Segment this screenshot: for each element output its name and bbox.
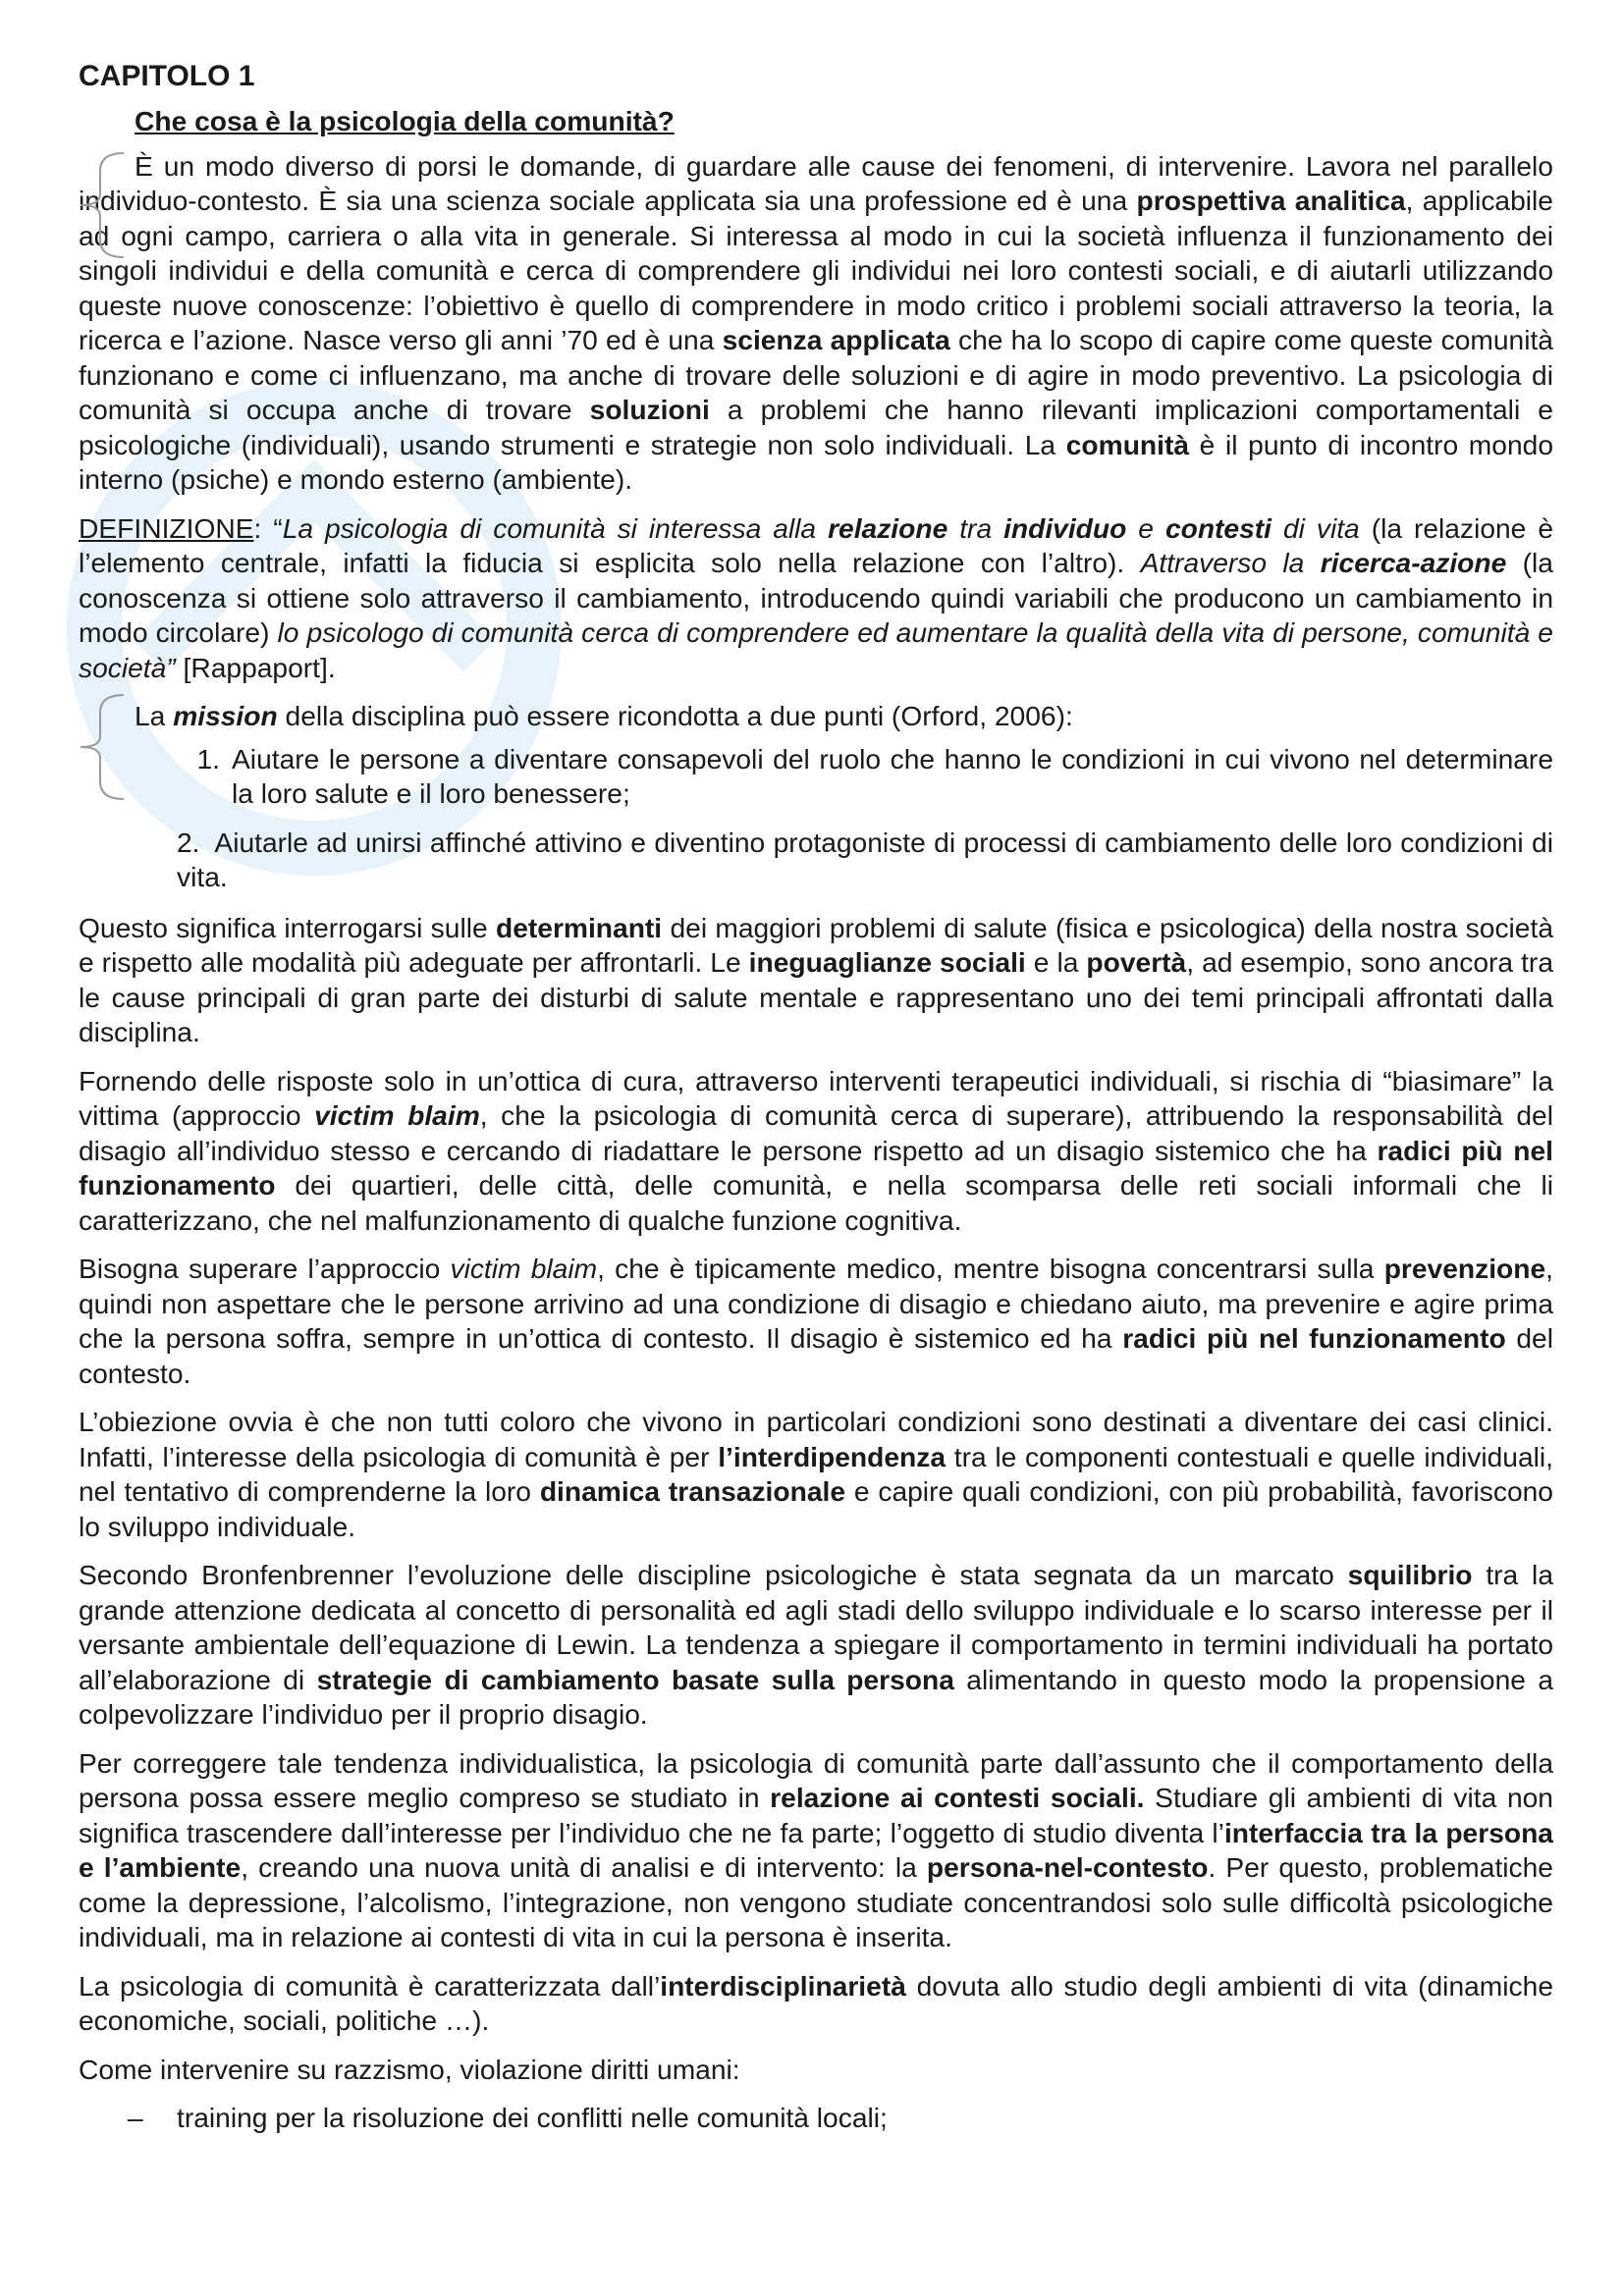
mission-intro	[135, 699, 1553, 734]
text-run: , creando una nuova unità di analisi e di intervento: la	[241, 1851, 927, 1883]
text-run: , ad esempio, sono ancora tra le cause principali di gran parte dei disturbi di salute mentale e rappresentano uno dei temi principali affrontati dalla disciplina.	[79, 946, 1553, 1047]
text-run: ricerca-azione	[1320, 547, 1507, 578]
text-run: Per correggere tale tendenza individualistica, la psicologia di comunità parte dall’assunto che il comportamento della persona possa essere meglio compreso se studiato in	[79, 1746, 1553, 1813]
text-run: interdisciplinarietà	[660, 1969, 906, 2002]
chapter-heading: CAPITOLO 1	[79, 60, 255, 92]
text-run: tra	[947, 511, 1004, 544]
body-paragraph	[79, 911, 1553, 1050]
mission-block	[79, 699, 1553, 895]
text-run: ineguaglianze sociali	[748, 946, 1026, 978]
text-run: che ha lo scopo di capire come queste comunità funzionano e come ci influenzano, ma anche di trovare delle soluzioni e di agire in modo preventivo. La psicologia di comunità si occupa anche di trovare	[79, 324, 1553, 425]
list-item-number: 1.	[196, 742, 220, 774]
text-run: relazione	[828, 511, 948, 544]
text-run: povertà	[1086, 946, 1187, 978]
text-run: La psicologia di comunità è caratterizzata dall’	[79, 1969, 661, 2002]
text-run: dinamica transazionale	[539, 1475, 846, 1507]
body-paragraph	[79, 1405, 1553, 1544]
text-run: di vita	[1271, 511, 1360, 544]
text-run: La	[135, 700, 174, 731]
body-paragraph	[79, 2053, 1553, 2088]
list-item	[79, 742, 1553, 812]
text-run: a problemi che hanno rilevanti implicazioni comportamentali e psicologiche (individuali), usando strumenti e strategie non solo individuali. La	[79, 394, 1553, 460]
text-run: tra la grande attenzione dedicata al concetto di personalità ed agli stadi dello sviluppo individuale e lo scarso interesse per il versante ambientale dell’equazione di Lewin. La tendenza a spiegare il comportamento in termini individuali ha portato all’elaborazione di	[79, 1559, 1553, 1695]
text-run: persona-nel-contesto	[926, 1851, 1209, 1883]
text-run: soluzioni	[589, 394, 710, 425]
text-run: (la conoscenza si ottiene solo attraverso il cambiamento, introducendo quindi variabili che producono un cambiamento in modo circolare)	[79, 547, 1553, 648]
text-run: Bisogna superare l’approccio	[79, 1253, 451, 1284]
text-run: comunità	[1065, 428, 1190, 460]
text-run: (la relazione è l’elemento centrale, infatti la fiducia si esplicita solo nella relazione con l’altro).	[79, 511, 1553, 578]
text-run: individuo	[1003, 511, 1127, 544]
text-run: interfaccia tra la persona e l’ambiente	[79, 1816, 1553, 1883]
text-run: e capire quali condizioni, con più probabilità, favoriscono lo sviluppo individuale.	[79, 1475, 1553, 1542]
text-run: dei maggiori problemi di salute (fisica e psicologica) della nostra società e rispetto alle modalità più adeguate per affrontarli. Le	[79, 911, 1553, 978]
text-run: . Per questo, problematiche come la depressione, l’alcolismo, l’integrazione, non vengono studiate concentrandosi solo sulle difficoltà psicologiche individuali, ma in relazione ai contesti di vita in cui la persona è inserita.	[79, 1851, 1553, 1952]
body-paragraph	[79, 1064, 1553, 1239]
text-run: Come intervenire su razzismo, violazione diritti umani:	[79, 2053, 740, 2085]
text-run: L’obiezione ovvia è che non tutti coloro che vivono in particolari condizioni sono destinati a diventare dei casi clinici. Infatti, l’interesse della psicologia di comunità è per	[79, 1406, 1553, 1472]
text-run: l’interdipendenza	[718, 1440, 946, 1472]
text-run: Fornendo delle risposte solo in un’ottica di cura, attraverso interventi terapeutici individuali, si rischia di “biasimare” la vittima (approccio	[79, 1064, 1553, 1131]
intro-paragraph	[79, 149, 1553, 498]
text-run: , che la psicologia di comunità cerca di superare), attribuendo la responsabilità del disagio all’individuo stesso e cercando di riadattare le persone rispetto ad un disagio sistemico che ha	[79, 1099, 1553, 1166]
text-run: Questo significa interrogarsi sulle	[79, 911, 496, 943]
definition-paragraph	[79, 511, 1553, 686]
text-run: lo psicologo di comunità cerca di comprendere ed aumentare la qualità della vita di persone, comunità e società”	[79, 616, 1553, 683]
text-run: , applicabile ad ogni campo, carriera o alla vita in generale. Si interessa al modo in cui la società influenza il funzionamento dei singoli individui e della comunità e cerca di comprendere gli individui nei loro contesti sociali, e di aiutarli utilizzando queste nuove conoscenze: l’obiettivo è quello di comprendere in modo critico i problemi sociali attraverso la teoria, la ricerca e l’azione. Nasce verso gli anni ’70 ed è una	[79, 185, 1553, 355]
text-run: e la	[1025, 946, 1087, 978]
text-run: victim blaim	[314, 1099, 480, 1131]
text-run: È un modo diverso di porsi le domande, di guardare alle cause dei fenomeni, di intervenire. Lavora nel parallelo individuo-contesto. È sia una scienza sociale applicata sia una professione ed è una	[79, 149, 1553, 216]
text-run: della disciplina può essere ricondotta a due punti (Orford, 2006):	[277, 700, 1073, 731]
text-run: dovuta allo studio degli ambienti di vita (dinamiche economiche, sociali, politiche …).	[79, 1969, 1553, 2036]
text-run: victim blaim	[450, 1253, 598, 1284]
list-item-number: 2.	[177, 826, 200, 858]
text-run: contesti	[1164, 511, 1272, 544]
bullet-list	[79, 2101, 1553, 2136]
text-run: : “	[253, 511, 283, 544]
list-item-text: Aiutarle ad unirsi affinché attivino e diventino protagoniste di processi di cambiamento delle loro condizioni di vita.	[177, 826, 1553, 892]
text-run: , quindi non aspettare che le persone arrivino ad una condizione di disagio e chiedano aiuto, ma prevenire e agire prima che la persona soffra, sempre in un’ottica di contesto. Il disagio è sistemico ed ha	[79, 1253, 1554, 1354]
text-run: Studiare gli ambienti di vita non significa trascendere dall’interesse per l’individuo che ne fa parte; l’oggetto di studio diventa l’	[79, 1782, 1553, 1848]
text-run: Secondo Bronfenbrenner l’evoluzione delle discipline psicologiche è stata segnata da un marcato	[79, 1559, 1348, 1590]
text-run: [Rappaport].	[175, 651, 336, 683]
text-run: e	[1126, 511, 1165, 544]
text-run: mission	[173, 700, 278, 731]
section-subtitle: Che cosa è la psicologia della comunità?	[135, 105, 675, 136]
text-run: squilibrio	[1347, 1559, 1473, 1590]
body-paragraph	[79, 1969, 1553, 2039]
brace-icon	[75, 693, 126, 801]
text-run: è il punto di incontro mondo interno (psiche) e mondo esterno (ambiente).	[79, 428, 1553, 495]
text-run: prospettiva analitica	[1136, 185, 1406, 216]
list-item	[79, 826, 1553, 895]
list-item	[79, 2101, 1553, 2136]
body-paragraph	[79, 1558, 1553, 1733]
text-run: dei quartieri, delle città, delle comunità, e nella scomparsa delle reti sociali informali che li caratterizzano, che nel malfunzionamento di qualche funzione cognitiva.	[79, 1169, 1553, 1236]
text-run: del contesto.	[79, 1322, 1553, 1389]
text-run: Attraverso la	[1140, 547, 1321, 578]
text-run: DEFINIZIONE	[79, 511, 254, 544]
list-item-text: Aiutare le persone a diventare consapevoli del ruolo che hanno le condizioni in cui vivono nel determinare la loro salute e il loro benessere;	[232, 742, 1553, 809]
text-run: strategie di cambiamento basate sulla persona	[316, 1663, 954, 1695]
body-paragraph	[79, 1252, 1553, 1391]
text-run: prevenzione	[1383, 1253, 1546, 1284]
text-run: determinanti	[495, 911, 663, 943]
mission-list	[79, 742, 1553, 895]
intro-block	[79, 149, 1553, 498]
document-page	[79, 57, 1553, 2136]
text-run: radici più nel funzionamento	[79, 1134, 1553, 1201]
text-run: tra le componenti contestuali e quelle individuali, nel tentativo di comprenderne la loro	[79, 1440, 1553, 1507]
list-item-text: training per la risoluzione dei conflitti nelle comunità locali;	[177, 2102, 888, 2133]
text-run: relazione ai contesti sociali.	[770, 1782, 1145, 1813]
brace-icon	[75, 151, 126, 259]
text-run: La psicologia di comunità si interessa alla	[282, 511, 829, 544]
body-paragraph	[79, 1746, 1553, 1955]
text-run: radici più nel funzionamento	[1122, 1322, 1506, 1354]
text-run: alimentando in questo modo la propensione a colpevolizzare l’individuo per il proprio disagio.	[79, 1663, 1553, 1730]
text-run: , che è tipicamente medico, mentre bisogna concentrarsi sulla	[597, 1253, 1384, 1284]
dash-marker: –	[128, 2102, 143, 2133]
text-run: scienza applicata	[722, 324, 950, 355]
